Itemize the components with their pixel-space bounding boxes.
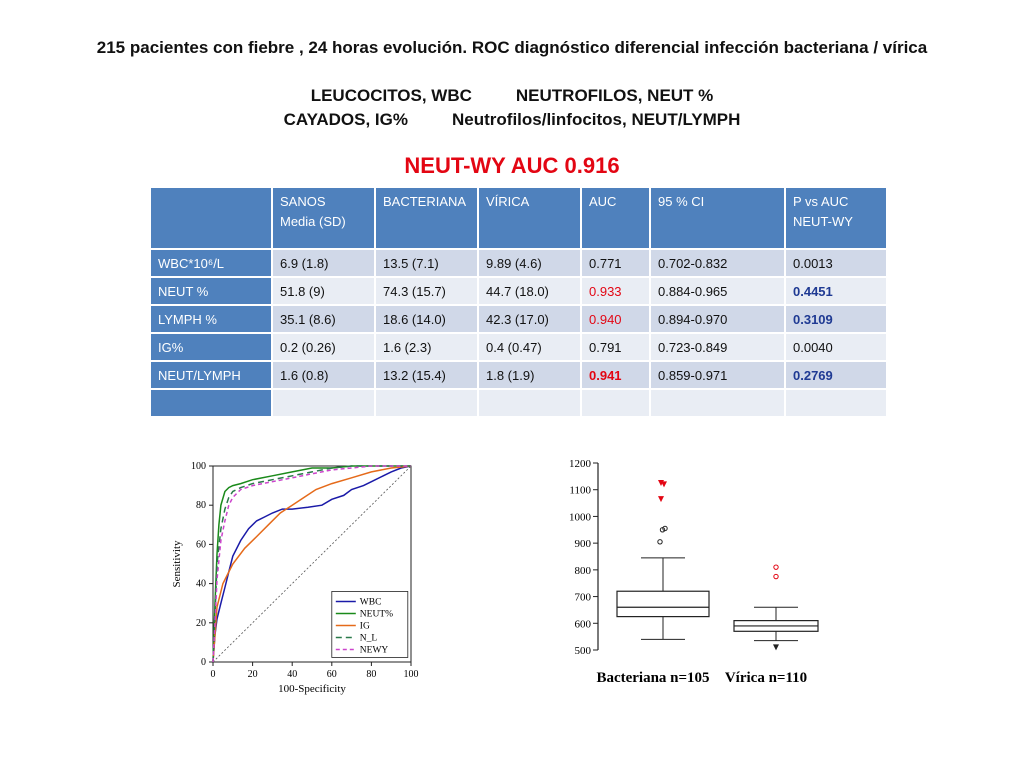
subtitle-line-2 <box>0 110 1024 130</box>
table-cell: 0.2769 <box>785 361 887 389</box>
legend-label: NEUT% <box>359 609 394 620</box>
box-group <box>617 480 709 639</box>
header-sanos: SANOS <box>280 194 326 209</box>
table-cell: 1.6 (2.3) <box>375 333 478 361</box>
table-cell: 0.791 <box>581 333 650 361</box>
table-cell: 0.941 <box>581 361 650 389</box>
boxplot-chart <box>563 450 883 690</box>
table-cell <box>650 389 785 417</box>
table-body <box>150 249 887 417</box>
y-tick-label: 800 <box>574 564 591 577</box>
table-header-cell: AUC <box>581 187 650 249</box>
table-cell: 1.8 (1.9) <box>478 361 581 389</box>
table-cell <box>581 389 650 417</box>
table-cell <box>375 389 478 417</box>
box-group <box>734 565 818 650</box>
table-cell: 6.9 (1.8) <box>272 249 375 277</box>
y-tick-label: 700 <box>574 591 591 604</box>
outlier-red-triangle <box>658 496 664 502</box>
table-cell: 13.2 (15.4) <box>375 361 478 389</box>
results-table <box>149 186 888 418</box>
table-cell: 0.4 (0.47) <box>478 333 581 361</box>
table-cell: 51.8 (9) <box>272 277 375 305</box>
y-tick-label: 1000 <box>569 511 591 524</box>
table-cell: 0.0040 <box>785 333 887 361</box>
outlier-red-circle <box>774 565 778 569</box>
legend-label: IG <box>359 621 370 632</box>
table-cell: 0.859-0.971 <box>650 361 785 389</box>
table-cell: 0.771 <box>581 249 650 277</box>
x-axis-label: 100-Specificity <box>278 683 346 695</box>
table-cell: 0.940 <box>581 305 650 333</box>
table-header-cell <box>150 187 272 249</box>
table-cell: 42.3 (17.0) <box>478 305 581 333</box>
row-label: WBC*10⁶/L <box>150 249 272 277</box>
x-tick-label: 60 <box>326 669 337 680</box>
table-row <box>150 333 887 361</box>
table-cell: 35.1 (8.6) <box>272 305 375 333</box>
table-row <box>150 389 887 417</box>
table-cell: 0.894-0.970 <box>650 305 785 333</box>
roc-legend <box>332 591 408 657</box>
subtitle-ig: CAYADOS, IG% <box>283 110 408 129</box>
table-cell: 0.884-0.965 <box>650 277 785 305</box>
table-row <box>150 361 887 389</box>
y-tick-label: 40 <box>196 578 206 590</box>
row-label: IG% <box>150 333 272 361</box>
roc-chart <box>168 450 438 705</box>
table-header-cell <box>785 187 887 249</box>
table-cell: 0.0013 <box>785 249 887 277</box>
legend-label: WBC <box>359 597 382 608</box>
x-tick-label: 20 <box>247 669 258 680</box>
legend-label: NEWY <box>359 645 389 656</box>
category-label: Bacteriana n=105 <box>596 670 710 686</box>
table-cell: 9.89 (4.6) <box>478 249 581 277</box>
table-cell: 1.6 (0.8) <box>272 361 375 389</box>
table-header-cell: VÍRICA <box>478 187 581 249</box>
subtitle-neut: NEUTROFILOS, NEUT % <box>515 86 714 105</box>
x-tick-label: 80 <box>366 669 377 680</box>
category-label: Vírica n=110 <box>724 670 808 686</box>
y-tick-label: 900 <box>574 538 591 551</box>
x-tick-label: 100 <box>403 669 419 680</box>
row-label: NEUT/LYMPH <box>150 361 272 389</box>
table-cell: 13.5 (7.1) <box>375 249 478 277</box>
x-tick-label: 0 <box>210 669 216 680</box>
subtitle-wbc: LEUCOCITOS, WBC <box>310 86 472 105</box>
x-tick-label: 40 <box>287 669 298 680</box>
table-cell: 0.3109 <box>785 305 887 333</box>
table-cell: 0.702-0.832 <box>650 249 785 277</box>
table-cell <box>272 389 375 417</box>
table-cell <box>785 389 887 417</box>
outlier-red-circle <box>774 574 778 578</box>
table-header-cell: BACTERIANA <box>375 187 478 249</box>
table-cell: 0.933 <box>581 277 650 305</box>
y-tick-label: 20 <box>196 617 206 629</box>
legend-label: N_L <box>359 633 378 644</box>
outlier-circle <box>658 540 662 544</box>
table-header-row <box>150 187 887 249</box>
y-tick-label: 600 <box>574 618 591 631</box>
row-label <box>150 389 272 417</box>
header-p-vs-auc: P vs AUC <box>793 194 849 209</box>
neut-wy-auc-heading: NEUT-WY AUC 0.916 <box>404 153 620 178</box>
table-cell <box>478 389 581 417</box>
table-cell: 0.4451 <box>785 277 887 305</box>
table-header-cell: 95 % CI <box>650 187 785 249</box>
slide-title: 215 pacientes con fiebre , 24 horas evolución. ROC diagnóstico diferencial infección bacteriana / vírica <box>96 38 928 57</box>
table-cell: 0.723-0.849 <box>650 333 785 361</box>
table-cell: 0.2 (0.26) <box>272 333 375 361</box>
y-tick-label: 500 <box>574 645 591 657</box>
header-neut-wy: NEUT-WY <box>793 214 853 229</box>
y-tick-label: 100 <box>191 461 206 472</box>
outlier-triangle <box>773 644 779 650</box>
subtitle-line-1 <box>0 86 1024 106</box>
row-label: LYMPH % <box>150 305 272 333</box>
table-row <box>150 305 887 333</box>
y-tick-label: 1200 <box>569 458 591 470</box>
y-tick-label: 0 <box>201 657 206 668</box>
y-tick-label: 1100 <box>569 484 591 497</box>
table-cell: 74.3 (15.7) <box>375 277 478 305</box>
header-media-sd: Media (SD) <box>280 214 346 229</box>
row-label: NEUT % <box>150 277 272 305</box>
table-header-cell <box>272 187 375 249</box>
table-row <box>150 249 887 277</box>
table-cell: 18.6 (14.0) <box>375 305 478 333</box>
table-cell: 44.7 (18.0) <box>478 277 581 305</box>
y-tick-label: 80 <box>196 500 206 512</box>
box-iqr <box>617 591 709 616</box>
y-axis-label: Sensitivity <box>171 540 183 588</box>
table-row <box>150 277 887 305</box>
subtitle-neut-lymph: Neutrofilos/linfocitos, NEUT/LYMPH <box>452 110 741 129</box>
y-tick-label: 60 <box>196 539 206 551</box>
